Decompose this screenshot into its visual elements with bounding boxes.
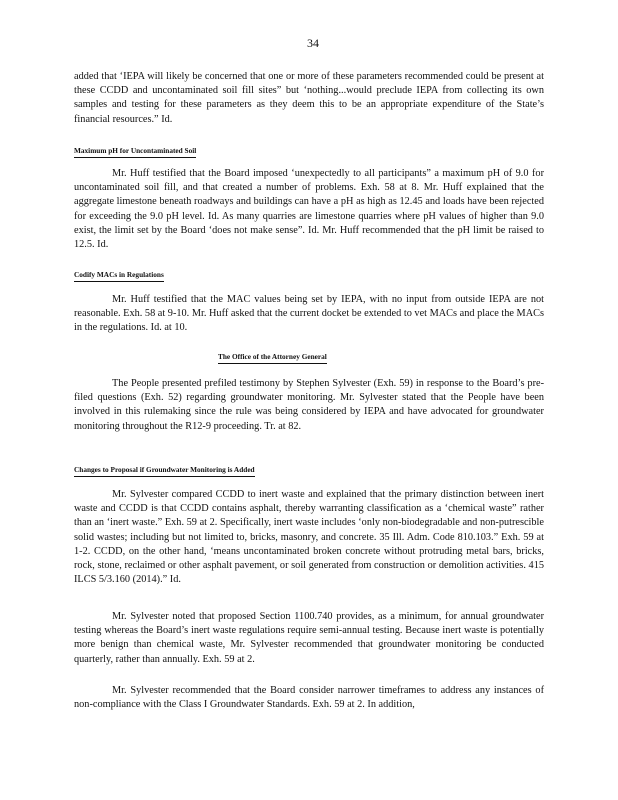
paragraph-sylvester-annual-testing: Mr. Sylvester noted that proposed Section 1100.740 provides, as a minimum, for annual groundwater testing whereas the Board’s inert waste regulations require semi-annual testing. Because inert waste is potentially more benign than chemical waste, Mr. Sylvester recommended that groundwater monitoring be conducted quarterly, rather than annually. Exh. 59 at 2. (74, 611, 544, 665)
paragraph-people-testimony: The People presented prefiled testimony by Stephen Sylvester (Exh. 59) in response to the Board’s pre-filed questions (Exh. 52) regarding groundwater monitoring. Mr. Sylvester stated that the People have been involved in this rulemaking since the rule was being considered by IEPA and have advocated for groundwater monitoring throughout the R12-9 proceeding. Tr. at 82. (74, 378, 544, 432)
paragraph-huff-macs: Mr. Huff testified that the MAC values being set by IEPA, with no input from outside IEPA are not reasonable. Exh. 58 at 9-10. Mr. Huff asked that the current docket be extended to vet MACs and place the MACs in the regulations. Id. at 10. (74, 294, 544, 334)
page-number: 34 (307, 36, 319, 50)
paragraph-sylvester-timeframes: Mr. Sylvester recommended that the Board consider narrower timeframes to address any instances of non-compliance with the Class I Groundwater Standards. Exh. 59 at 2. In addition, (74, 685, 544, 711)
heading-codify-macs: Codify MACs in Regulations (74, 270, 164, 282)
paragraph-iepa-testing: added that ‘IEPA will likely be concerned that one or more of these parameters recommended could be present at these CCDD and uncontaminated soil fill sites” but ‘nothing...would preclude IEPA from collecting its own samples and testing for these parameters as they deem this to be an appropriate expenditure of the State’s financial resources.” Id. (74, 71, 544, 125)
paragraph-huff-ph: Mr. Huff testified that the Board imposed ‘unexpectedly to all participants” a maximum pH of 9.0 for uncontaminated soil fill, and that created a number of problems. Exh. 58 at 8. Mr. Huff explained that the aggregate limestone beneath roadways and buildings can have a pH as high as 12.45 and loads have been rejected for exceeding the 9.0 pH level. Id. As many quarries are limestone quarries where pH values of higher than 9.0 exist, the limit set by the Board ‘does not make sense”. Id. Mr. Huff recommended that the pH limit be raised to 12.5. Id. (74, 168, 544, 251)
paragraph-sylvester-ccdd: Mr. Sylvester compared CCDD to inert waste and explained that the primary distinction between inert waste and CCDD is that CCDD contains asphalt, thereby warranting classification as a ‘chemical waste” rather than an ‘inert waste.” Exh. 59 at 2. Specifically, inert waste includes ‘only non-biodegradable and non-putrescible solid wastes; including but not limited to, bricks, masonry, and concrete. 35 Ill. Adm. Code 810.103.” Exh. 59 at 1-2. CCDD, on the other hand, ‘means uncontaminated broken concrete without protruding metal bars, bricks, rock, stone, reclaimed or other asphalt pavement, or soil generated from construction or demolition activities. 415 ILCS 5/3.160 (2014).” Id. (74, 489, 544, 586)
heading-attorney-general: The Office of the Attorney General (218, 352, 327, 364)
heading-maximum-ph: Maximum pH for Uncontaminated Soil (74, 146, 196, 158)
heading-changes-to-proposal: Changes to Proposal if Groundwater Monitoring is Added (74, 465, 255, 477)
